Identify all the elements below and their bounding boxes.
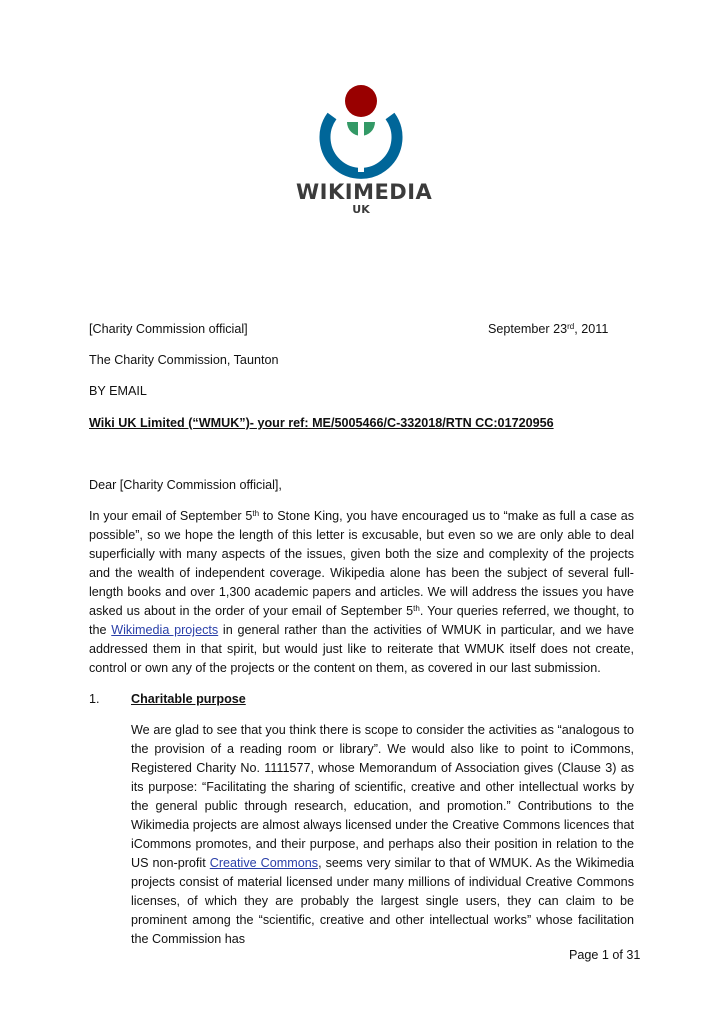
- wikimedia-projects-link[interactable]: Wikimedia projects: [111, 623, 219, 637]
- wikimedia-uk-logo: [296, 84, 433, 219]
- logo-red-dot: [345, 85, 377, 117]
- delivery-method: BY EMAIL: [89, 384, 147, 398]
- intro-sup-a: th: [252, 509, 260, 518]
- logo-wordmark: WIKIMEDIA: [296, 180, 433, 204]
- section-number: 1.: [89, 692, 100, 706]
- salutation: Dear [Charity Commission official],: [89, 478, 282, 492]
- date-main: September 23: [488, 322, 568, 336]
- intro-paragraph: [89, 507, 634, 678]
- recipient-address: The Charity Commission, Taunton: [89, 353, 279, 367]
- letter-date: [488, 320, 608, 339]
- section-text-b: , seems very similar to that of WMUK. As the Wikimedia projects consist of material licensed under many millions of individual Creative Commons licenses, of which they are probably the largest single users, they can claim to be prominent among the “scientific, creative and other intellectual works” whose facilitation the Commission has: [131, 856, 635, 946]
- intro-text-d: in general rather than the activities of WMUK in particular, and we have addressed them in that spirit, but would just like to reiterate that WMUK itself does not create, control or own any of the projects or the content on them, as covered in our last submission.: [89, 623, 634, 675]
- page-number: Page 1 of 31: [569, 948, 641, 962]
- section-heading: Charitable purpose: [131, 692, 246, 706]
- wikimedia-logo-icon: [296, 84, 426, 180]
- date-suffix: rd: [567, 322, 575, 331]
- date-year: , 2011: [574, 322, 609, 336]
- intro-text-a: In your email of September 5: [89, 509, 253, 523]
- intro-text-c: . Your queries referred, we thought, to the: [89, 604, 635, 637]
- section-text-a: We are glad to see that you think there is scope to consider the activities as “analogous to the provision of a reading room or library”. We would also like to point to iCommons, Registered Charity No. 1111577, whose Memorandum of Association gives (Clause 3) as its purpose: “Facilitating the sharing of scientific, creative and other intellectual works by the general public through research, education, and promotion.” Contributions to the Wikimedia projects are almost always licensed under the Creative Commons licences that iCommons promotes, and their purpose, and perhaps also their position in relation to the US non-profit: [131, 723, 634, 870]
- creative-commons-link[interactable]: Creative Commons: [209, 856, 319, 870]
- letter-subject: Wiki UK Limited (“WMUK”)- your ref: ME/5005466/C-332018/RTN CC:01720956: [89, 416, 554, 430]
- logo-gap: [358, 112, 364, 172]
- recipient: [Charity Commission official]: [89, 322, 248, 336]
- section-paragraph: [131, 721, 634, 949]
- logo-subtitle: UK: [352, 203, 370, 216]
- intro-text-b: to Stone King, you have encouraged us to “make as full a case as possible”, so we hope the length of this letter is excusable, but even so we are only able to deal superficially with many aspects of the issues, given both the size and complexity of the projects and the wealth of independent coverage. Wikipedia alone has been the subject of several full-length books and over 1,300 academic papers and articles. We will address the issues you have asked us about in the order of your email of September 5: [89, 509, 635, 618]
- intro-sup-b: th: [413, 604, 420, 613]
